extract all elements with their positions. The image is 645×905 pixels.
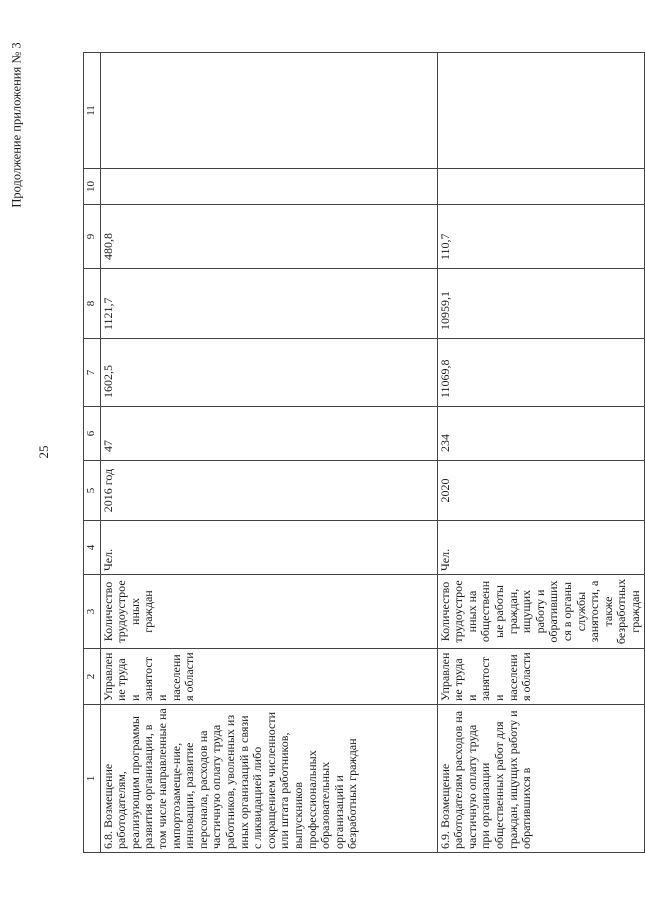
column-number-1: 1 [84, 705, 101, 853]
value-cell-8: 1121,7 [100, 269, 437, 339]
measure-cell: 6.8. Возмещение работодателям, реализующим программы развития организации, в том числе направленные на импортозамеще-ние, инновации, развитие персонала, расходов на частичную оплату труда работников, уволенных из иных организаций в связи с ликвидацией либо сокращением численности или штата работников, выпускников профессиональных образовательных организаций и безработных граждан [100, 705, 437, 853]
year-cell: 2020 [437, 461, 644, 521]
indicator-cell: Количество трудоустроенных на общественные работы граждан, ищущих работу и обратившихся в органы службы занятости, а также безработных граждан [437, 575, 644, 649]
column-number-7: 7 [84, 339, 101, 407]
indicator-cell: Количество трудоустроенных граждан [100, 575, 437, 649]
page-number: 25 [36, 445, 51, 459]
column-number-11: 11 [84, 53, 101, 169]
value-cell-6: 234 [437, 407, 644, 461]
measure-cell: 6.9. Возмещение работодателям расходов на частичную оплату труда при организации общественных работ для граждан, ищущих работу и обратившихся в [437, 705, 644, 853]
value-cell-8: 10959,1 [437, 269, 644, 339]
column-number-10: 10 [84, 169, 101, 205]
value-cell-7: 1602,5 [100, 339, 437, 407]
column-number-8: 8 [84, 269, 101, 339]
column-number-9: 9 [84, 205, 101, 269]
value-cell-9: 480,8 [100, 205, 437, 269]
value-cell-7: 11069,8 [437, 339, 644, 407]
column-number-4: 4 [84, 521, 101, 575]
column-number-3: 3 [84, 575, 101, 649]
table-row [437, 53, 644, 853]
column-number-2: 2 [84, 649, 101, 705]
continuation-label: Продолжение приложения № 3 [9, 42, 24, 208]
table-header-row [84, 53, 101, 853]
value-cell-10 [437, 169, 644, 205]
column-number-5: 5 [84, 461, 101, 521]
table-row [100, 53, 437, 853]
value-cell-9: 110,7 [437, 205, 644, 269]
year-cell: 2016 год [100, 461, 437, 521]
column-number-6: 6 [84, 407, 101, 461]
value-cell-11 [437, 53, 644, 169]
unit-cell: Чел. [437, 521, 644, 575]
unit-cell: Чел. [100, 521, 437, 575]
value-cell-11 [100, 53, 437, 169]
value-cell-10 [100, 169, 437, 205]
appendix-table [83, 52, 645, 853]
rotated-table-container [83, 53, 642, 853]
responsible-cell: Управление труда и занятости населения области [100, 649, 437, 705]
value-cell-6: 47 [100, 407, 437, 461]
responsible-cell: Управление труда и занятости населения области [437, 649, 644, 705]
